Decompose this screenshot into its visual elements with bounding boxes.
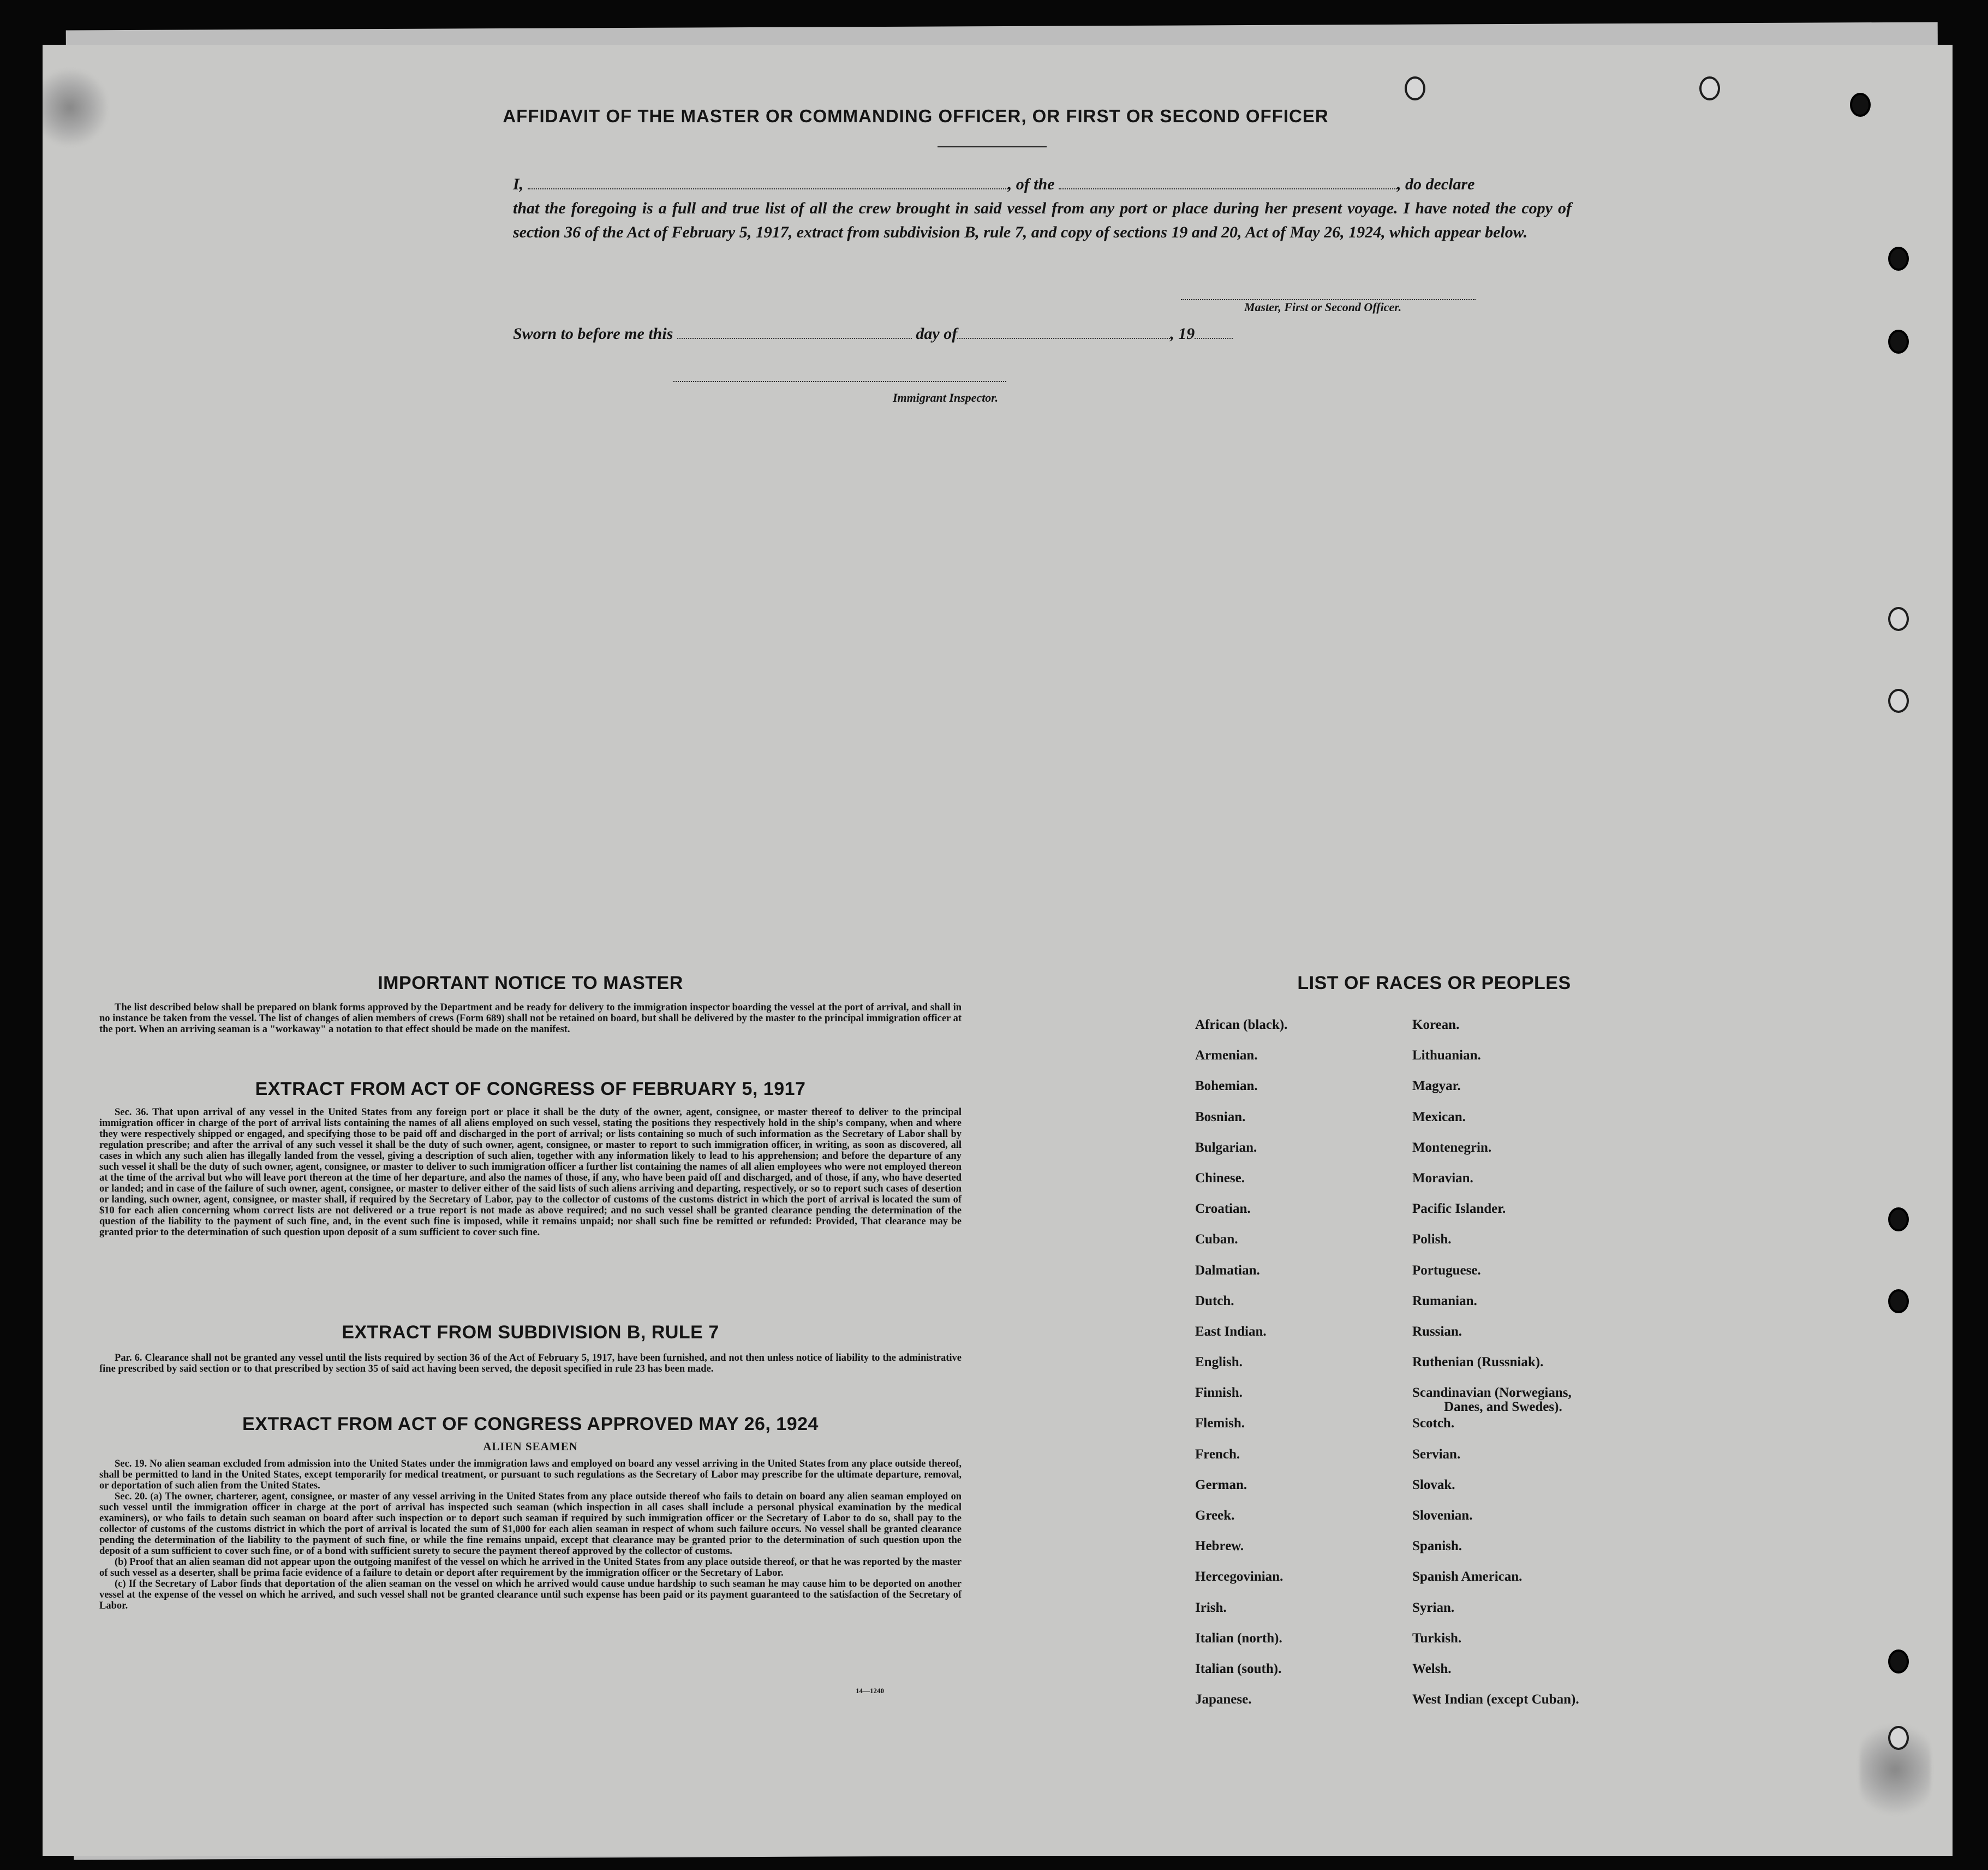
race-item: Dutch. [1195,1293,1234,1308]
race-item: Armenian. [1195,1048,1258,1063]
race-item: Servian. [1412,1446,1461,1462]
declarant-name-field[interactable] [528,188,1008,189]
declaration-line [513,172,1572,196]
manifest-page [43,45,1953,1856]
punch-hole-icon [1699,76,1720,100]
race-item: Montenegrin. [1412,1140,1492,1155]
race-item: Dalmatian. [1195,1262,1260,1278]
race-item: Flemish. [1195,1416,1245,1431]
section-19-paragraph: Sec. 19. No alien seaman excluded from admission into the United States under the immigration laws and employed on board any vessel arriving in the United States from any place outside thereof, shall be permitted to land in the United States, except temporarily for medical treatment, or pursuant to such regulations as the Secretary of Labor may prescribe for the ultimate departure, removal, or deportation of such alien from the United States. [99,1458,962,1491]
race-item: Bulgarian. [1195,1140,1257,1155]
inspector-caption: Immigrant Inspector. [893,391,999,404]
punch-hole-icon [1888,247,1909,271]
race-item: Spanish. [1412,1539,1462,1554]
extract-1917-title: EXTRACT FROM ACT OF CONGRESS OF FEBRUARY 5, 1917 [255,1079,806,1099]
race-item: Danes, and Swedes). [1444,1399,1562,1415]
race-item: Italian (north). [1195,1630,1282,1646]
section-20c-paragraph: (c) If the Secretary of Labor finds that deportation of the alien seaman on the vessel on which he arrived would cause undue hardship to such seaman he may cause him to be deported on another vessel at the expense of the vessel on which he arrived, and such vessel shall not be granted clearance until such expense has been paid or its payment guaranteed to the satisfaction of the Secretary of Labor. [99,1579,962,1611]
race-item: Chinese. [1195,1170,1245,1186]
race-item: Greek. [1195,1508,1235,1523]
form-number: 14—1240 [856,1687,884,1695]
race-item: Italian (south). [1195,1661,1282,1676]
race-item: Slovak. [1412,1477,1455,1492]
notice-paragraph: The list described below shall be prepared on blank forms approved by the Department and be ready for delivery to the immigration inspector boarding the vessel at the port of arrival, and shall in no instance be taken from the vessel. The list of changes of alien members of crews (Form 689) shall not be retained on board, but shall be delivered by the master to the principal immigration officer at the port. When an arriving seaman is a "workaway" a notation to that effect should be made on the manifest. [99,1002,962,1035]
race-item: Rumanian. [1412,1293,1477,1308]
race-item: Turkish. [1412,1630,1462,1646]
race-item: Croatian. [1195,1201,1251,1217]
race-item: Spanish American. [1412,1569,1523,1585]
day-of-label: day of [916,325,958,343]
sworn-label: Sworn to before me this [513,325,673,343]
punch-hole-icon [1888,1207,1909,1231]
race-item: Russian. [1412,1324,1462,1339]
race-item: Slovenian. [1412,1508,1473,1523]
races-title: LIST OF RACES OR PEOPLES [1297,973,1571,993]
declaration-body: that the foregoing is a full and true list of all the crew brought in said vessel from any port or place during her present voyage. I have noted the copy of section 36 of the Act of February 5, 1917, extract from subdivision B, rule 7, and copy of sections 19 and 20, Act of May 26, 1924, which appear below. [513,199,1572,241]
race-item: French. [1195,1446,1240,1462]
race-item: Pacific Islander. [1412,1201,1506,1217]
title-rule [938,146,1047,147]
race-item: East Indian. [1195,1324,1267,1339]
signature-caption: Master, First or Second Officer. [1244,300,1402,314]
vessel-name-field[interactable] [1059,188,1397,189]
races-left-column [1195,1017,1287,1723]
race-item: African (black). [1195,1017,1288,1032]
punch-hole-icon [1888,330,1909,354]
punch-hole-icon [1888,1649,1909,1674]
declarant-label: I, [513,175,524,193]
race-item: Welsh. [1412,1661,1452,1676]
race-item: German. [1195,1477,1247,1492]
punch-hole-icon [1888,689,1909,713]
race-item: Cuban. [1195,1232,1238,1247]
extract-1917-text [99,1107,962,1238]
race-item: Hebrew. [1195,1539,1244,1554]
alien-seamen-subtitle: ALIEN SEAMEN [483,1440,578,1453]
par-6-paragraph: Par. 6. Clearance shall not be granted any vessel until the lists required by section 36 of the Act of February 5, 1917, have been furnished, and not then unless notice of liability to the administrative fine prescribed by said section or to that prescribed by section 35 of said act having been served, the deposit specified in rule 23 has been made. [99,1353,962,1374]
race-item: Bosnian. [1195,1109,1246,1124]
race-item: Ruthenian (Russniak). [1412,1355,1544,1370]
race-item: Finnish. [1195,1385,1243,1401]
do-declare-label: , do declare [1397,175,1475,193]
section-20a-paragraph: Sec. 20. (a) The owner, charterer, agent, consignee, or master of any vessel arriving in the United States from any place outside thereof who fails to detain on board any alien seaman employed on such vessel until the immigration officer in charge at the port of arrival has inspected such seaman (which inspection in all cases shall include a personal physical examination by the medical examiners), or who fails to detain such seaman on board after such inspection or to deport such seaman if required by such immigration officer or the Secretary of Labor to do so, shall pay to the collector of customs of the customs district in which the port of arrival is located the sum of $1,000 for each alien seaman in respect of whom such failure occurs. No vessel shall be granted clearance pending the determination of the liability to the payment of such fine, or while the fine remains unpaid, except that clearance may be granted prior to the determination of such question upon the deposit of a sum sufficient to cover such fine, or of a bond with sufficient surety to secure the payment thereof approved by the collector of customs. [99,1491,962,1557]
race-item: Moravian. [1412,1170,1473,1186]
section-20b-paragraph: (b) Proof that an alien seaman did not appear upon the outgoing manifest of the vessel on which he arrived in the United States from any place outside thereof, or that he was reported by the master of such vessel as a deserter, shall be prima facie evidence of a failure to detain or deport after requirement by the immigration officer or the Secretary of Labor. [99,1557,962,1579]
sworn-year-field[interactable] [1195,338,1233,339]
race-item: Mexican. [1412,1109,1466,1124]
notice-text [99,1002,962,1035]
race-item: West Indian (except Cuban). [1412,1692,1579,1707]
sworn-month-field[interactable] [957,338,1170,339]
notice-title: IMPORTANT NOTICE TO MASTER [378,973,683,993]
punch-hole-icon [1888,1726,1909,1750]
affidavit-declaration [513,172,1572,245]
punch-hole-icon [1850,93,1871,117]
sworn-day-field[interactable] [677,338,912,339]
year-label: , 19 [1170,325,1195,343]
race-item: Polish. [1412,1232,1452,1247]
race-item: Korean. [1412,1017,1460,1032]
extract-rule7-title: EXTRACT FROM SUBDIVISION B, RULE 7 [342,1322,719,1343]
races-right-column [1412,1017,1579,1723]
race-item: Syrian. [1412,1600,1455,1615]
inspector-signature-line[interactable] [673,381,1006,382]
extract-rule7-text [99,1353,962,1374]
race-item: Hercegovinian. [1195,1569,1283,1585]
race-item: Bohemian. [1195,1079,1258,1094]
race-item: Magyar. [1412,1079,1461,1094]
race-item: Portuguese. [1412,1262,1481,1278]
race-item: Japanese. [1195,1692,1252,1707]
section-36-paragraph: Sec. 36. That upon arrival of any vessel in the United States from any foreign port or place it shall be the duty of the owner, agent, consignee, or master thereof to deliver to the principal immigration officer in charge of the port of arrival lists containing the names of all aliens employed on such vessel, stating the positions they respectively hold in the ship's company, when and where they were respectively shipped or engaged, and specifying those to be paid off and discharged in the port of arrival; or lists containing so much of such information as the Secretary of Labor shall by regulation prescribe; and after the arrival of any such vessel it shall be the duty of such owner, agent, consignee, or master to report to such immigration officer, in writing, as soon as discovered, all cases in which any such alien has illegally landed from the vessel, giving a description of such alien, together with any information likely to lead to his apprehension; and before the departure of any such vessel it shall be the duty of such owner, agent, consignee, or master to deliver to such immigration officer a further list containing the names of all alien employees who were not employed thereon at the time of the arrival but who will leave port thereon at the time of her departure, and also the names of those, if any, who have been paid off and discharged, and of those, if any, who have deserted or landed; and in case of the failure of such owner, agent, consignee, or master to deliver either of the said lists of such aliens arriving and departing, respectively, or so to report such cases of desertion or landing, such owner, agent, consignee, or master shall, if required by the Secretary of Labor, pay to the collector of customs of the customs district in which the port of arrival is located the sum of $10 for each alien concerning whom correct lists are not delivered or a true report is not made as above required; and no such vessel shall be granted clearance pending the determination of the question of the liability to the payment of such fine, and, in the event such fine is imposed, while it remains unpaid; nor shall such fine be remitted or refunded: Provided, That clearance may be granted prior to the determination of such question upon deposit of a sum sufficient to cover such fine. [99,1107,962,1238]
of-the-label: , of the [1007,175,1055,193]
race-item: Lithuanian. [1412,1048,1481,1063]
sworn-line [513,322,1572,346]
punch-hole-icon [1405,76,1425,100]
affidavit-title: AFFIDAVIT OF THE MASTER OR COMMANDING OFFICER, OR FIRST OR SECOND OFFICER [503,106,1329,126]
race-item: Scotch. [1412,1416,1455,1431]
race-item: English. [1195,1355,1243,1370]
punch-hole-icon [1888,1289,1909,1313]
extract-1924-text [99,1458,962,1611]
extract-1924-title: EXTRACT FROM ACT OF CONGRESS APPROVED MAY 26, 1924 [242,1414,819,1434]
race-item: Scandinavian (Norwegians, [1412,1385,1572,1401]
race-item: Irish. [1195,1600,1227,1615]
punch-hole-icon [1888,607,1909,631]
